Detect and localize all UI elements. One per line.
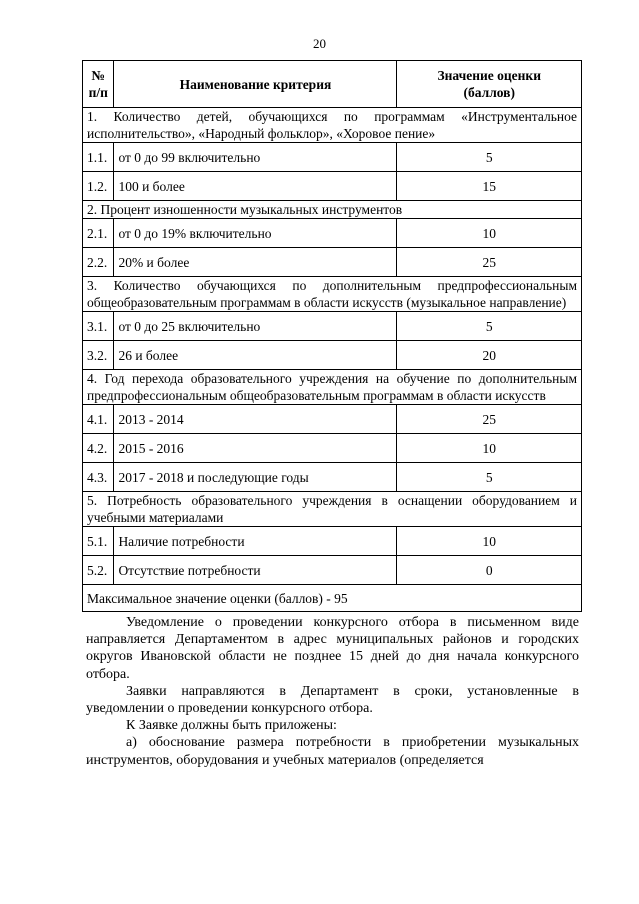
- table-row: [83, 143, 582, 172]
- table-row: [83, 312, 582, 341]
- table-row: [83, 341, 582, 370]
- table-row: [83, 405, 582, 434]
- row-number: 1.1.: [83, 143, 114, 172]
- table-header-row: [83, 61, 582, 108]
- section-row: [83, 108, 582, 143]
- table-footer-row: [83, 585, 582, 612]
- row-number: 4.3.: [83, 463, 114, 492]
- paragraph-deadline: Заявки направляются в Департамент в сроки, установленные в уведомлении о проведении конкурсного отбора.: [86, 683, 579, 717]
- row-criterion: от 0 до 99 включительно: [114, 143, 397, 172]
- row-number: 4.1.: [83, 405, 114, 434]
- row-criterion: от 0 до 25 включительно: [114, 312, 397, 341]
- header-num: № п/п: [83, 61, 114, 108]
- row-criterion: Отсутствие потребности: [114, 556, 397, 585]
- section-title: 3. Количество обучающихся по дополнительным предпрофессиональным общеобразовательным программам в области искусств (музыкальное направление): [83, 277, 582, 312]
- max-score-note: Максимальное значение оценки (баллов) - 95: [83, 585, 582, 612]
- row-score: 25: [397, 405, 582, 434]
- section-title: 1. Количество детей, обучающихся по программам «Инструментальное исполнительство», «Народный фольклор», «Хоровое пение»: [83, 108, 582, 143]
- table-row: [83, 219, 582, 248]
- table-row: [83, 556, 582, 585]
- row-score: 0: [397, 556, 582, 585]
- section-title: 2. Процент изношенности музыкальных инструментов: [83, 201, 582, 219]
- row-criterion: 2017 - 2018 и последующие годы: [114, 463, 397, 492]
- row-number: 5.1.: [83, 527, 114, 556]
- section-row: [83, 201, 582, 219]
- paragraph-notice: Уведомление о проведении конкурсного отбора в письменном виде направляется Департаментом в адрес муниципальных районов и городских округов Ивановской области не позднее 15 дней до дня начала конкурсного отбора.: [86, 615, 579, 682]
- row-number: 1.2.: [83, 172, 114, 201]
- row-score: 5: [397, 143, 582, 172]
- row-number: 3.2.: [83, 341, 114, 370]
- row-criterion: 26 и более: [114, 341, 397, 370]
- row-criterion: Наличие потребности: [114, 527, 397, 556]
- row-score: 20: [397, 341, 582, 370]
- header-score: Значение оценки (баллов): [397, 61, 582, 108]
- row-score: 5: [397, 312, 582, 341]
- row-criterion: 2015 - 2016: [114, 434, 397, 463]
- section-row: [83, 492, 582, 527]
- criteria-table: [82, 60, 582, 612]
- row-criterion: 100 и более: [114, 172, 397, 201]
- table-row: [83, 172, 582, 201]
- row-score: 10: [397, 434, 582, 463]
- paragraph-item-a: а) обоснование размера потребности в приобретении музыкальных инструментов, оборудования и учебных материалов (определяется: [86, 735, 579, 768]
- row-number: 4.2.: [83, 434, 114, 463]
- row-score: 25: [397, 248, 582, 277]
- row-number: 2.2.: [83, 248, 114, 277]
- paragraph-attachments: К Заявке должны быть приложены:: [126, 718, 337, 734]
- body-text: [86, 614, 579, 769]
- table-row: [83, 463, 582, 492]
- row-number: 2.1.: [83, 219, 114, 248]
- section-title: 4. Год перехода образовательного учреждения на обучение по дополнительным предпрофессиональным общеобразовательным программам в области искусств: [83, 370, 582, 405]
- section-title: 5. Потребность образовательного учреждения в оснащении оборудованием и учебными материалами: [83, 492, 582, 527]
- table-row: [83, 248, 582, 277]
- page-number: 20: [313, 36, 326, 51]
- section-row: [83, 370, 582, 405]
- row-number: 3.1.: [83, 312, 114, 341]
- row-score: 10: [397, 527, 582, 556]
- table-row: [83, 527, 582, 556]
- table-row: [83, 434, 582, 463]
- row-criterion: 20% и более: [114, 248, 397, 277]
- row-score: 15: [397, 172, 582, 201]
- row-criterion: 2013 - 2014: [114, 405, 397, 434]
- section-row: [83, 277, 582, 312]
- header-criterion: Наименование критерия: [114, 61, 397, 108]
- row-criterion: от 0 до 19% включительно: [114, 219, 397, 248]
- row-score: 10: [397, 219, 582, 248]
- row-score: 5: [397, 463, 582, 492]
- row-number: 5.2.: [83, 556, 114, 585]
